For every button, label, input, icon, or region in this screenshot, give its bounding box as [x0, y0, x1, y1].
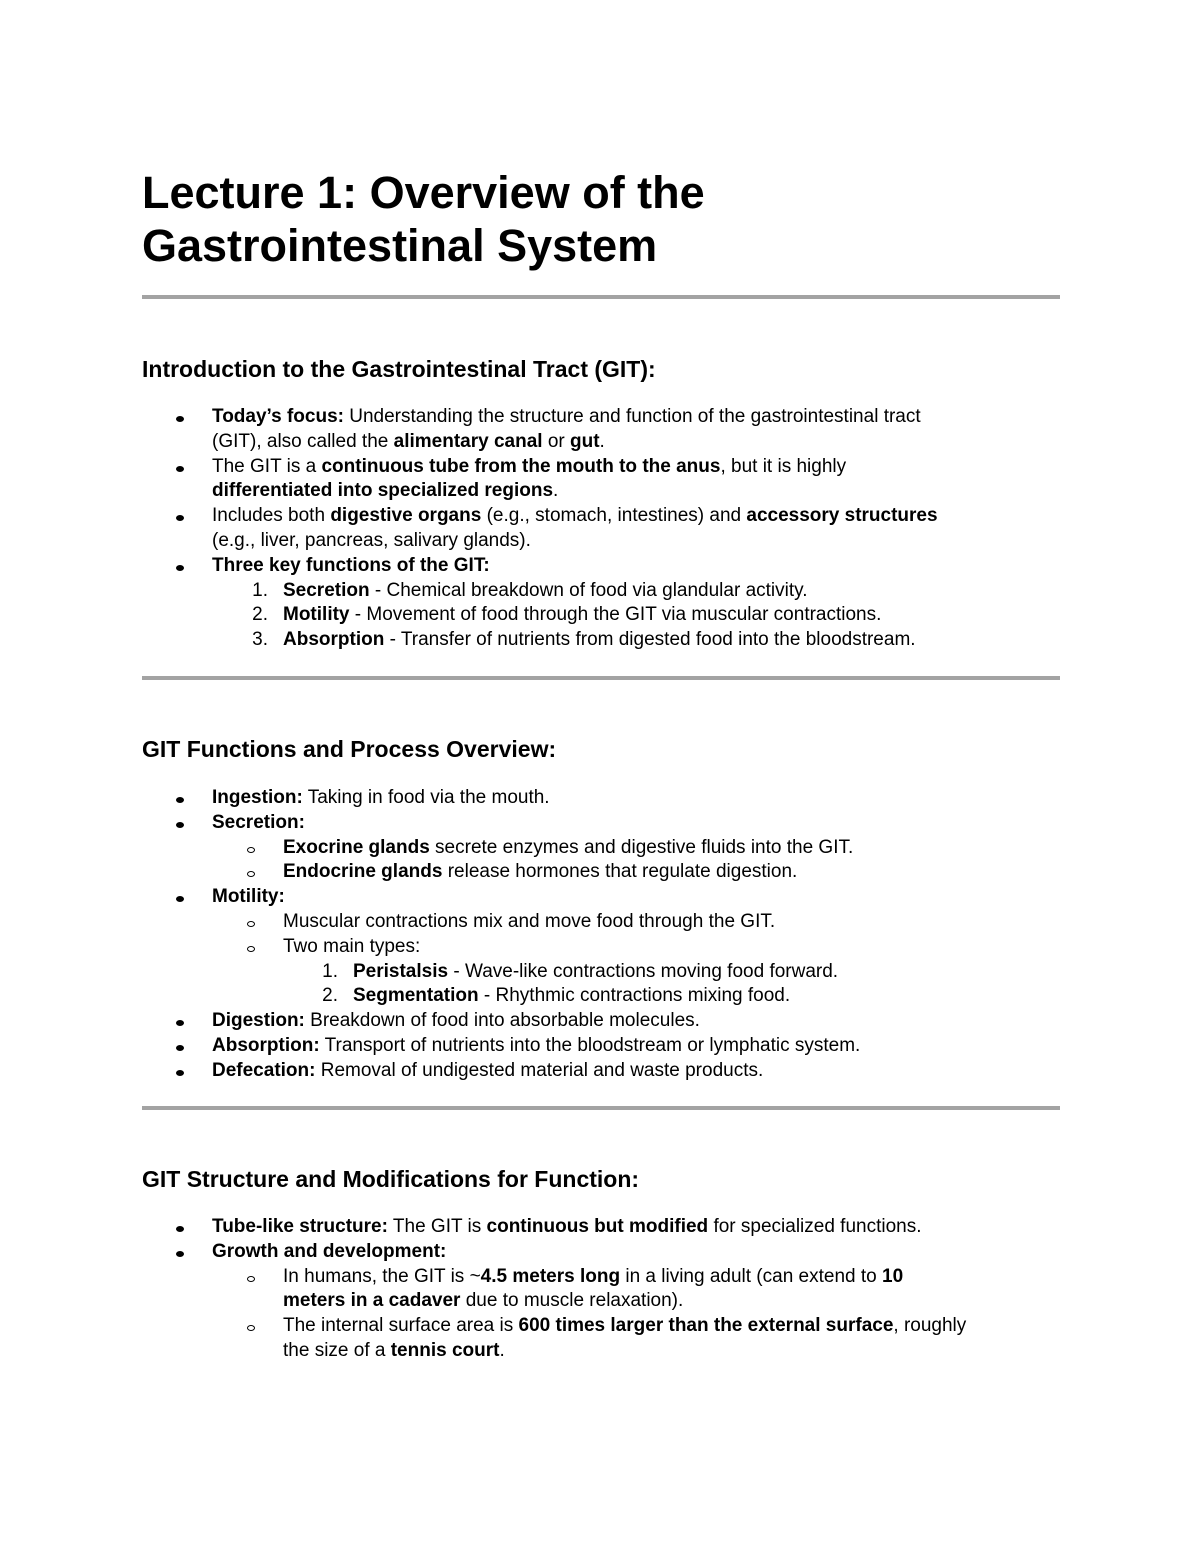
numbered-item: 3. Absorption - Transfer of nutrients from digested food into the bloodstream. — [142, 628, 1062, 653]
section-heading-structure: GIT Structure and Modifications for Function: — [142, 1166, 640, 1192]
bullet-icon — [176, 786, 184, 811]
list-number: 2. — [252, 604, 268, 626]
list-item: Secretion: — [142, 811, 1062, 836]
bullet-icon — [176, 1215, 184, 1240]
list-item: Motility: — [142, 885, 1062, 910]
structure-list — [142, 1215, 1062, 1364]
title-line-2: Gastrointestinal System — [142, 220, 658, 271]
list-item: Today’s focus: Understanding the structure and function of the gastrointestinal tract (GIT), also called the alimentary canal or gut. — [142, 405, 1062, 455]
title-line-1: Lecture 1: Overview of the — [142, 167, 705, 218]
introduction-list — [142, 405, 1062, 653]
bullet-icon — [176, 405, 184, 430]
list-item: Three key functions of the GIT: — [142, 554, 1062, 579]
numbered-item: 1. Secretion - Chemical breakdown of food via glandular activity. — [142, 579, 1062, 604]
hollow-bullet-icon — [247, 935, 255, 960]
sub-list-item: In humans, the GIT is ~4.5 meters long in a living adult (can extend to 10 meters in a cadaver due to muscle relaxation). — [142, 1265, 1062, 1315]
list-item: Ingestion: Taking in food via the mouth. — [142, 786, 1062, 811]
numbered-item: 1. Peristalsis - Wave-like contractions moving food forward. — [142, 960, 1062, 985]
list-item: Defecation: Removal of undigested material and waste products. — [142, 1059, 1062, 1084]
bullet-icon — [176, 1059, 184, 1084]
list-number: 3. — [252, 629, 268, 651]
section-heading-introduction: Introduction to the Gastrointestinal Tract (GIT): — [142, 356, 656, 382]
sub-list-item: Exocrine glands secrete enzymes and digestive fluids into the GIT. — [142, 836, 1062, 861]
bullet-icon — [176, 885, 184, 910]
bullet-icon — [176, 504, 184, 529]
sub-list-item: The internal surface area is 600 times larger than the external surface, roughly the size of a tennis court. — [142, 1314, 1062, 1364]
bullet-icon — [176, 1240, 184, 1265]
horizontal-rule — [142, 676, 1060, 680]
hollow-bullet-icon — [247, 1314, 255, 1339]
list-item: Growth and development: — [142, 1240, 1062, 1265]
hollow-bullet-icon — [247, 836, 255, 861]
hollow-bullet-icon — [247, 860, 255, 885]
numbered-item: 2. Segmentation - Rhythmic contractions mixing food. — [142, 984, 1062, 1009]
bullet-icon — [176, 554, 184, 579]
horizontal-rule — [142, 295, 1060, 299]
sub-list-item: Endocrine glands release hormones that regulate digestion. — [142, 860, 1062, 885]
sub-list-item: Muscular contractions mix and move food through the GIT. — [142, 910, 1062, 935]
list-item: Absorption: Transport of nutrients into the bloodstream or lymphatic system. — [142, 1034, 1062, 1059]
numbered-item: 2. Motility - Movement of food through the GIT via muscular contractions. — [142, 603, 1062, 628]
list-item: The GIT is a continuous tube from the mouth to the anus, but it is highly differentiated into specialized regions. — [142, 455, 1062, 505]
bullet-icon — [176, 455, 184, 480]
bullet-icon — [176, 1009, 184, 1034]
bullet-icon — [176, 1034, 184, 1059]
list-number: 1. — [322, 960, 338, 982]
list-item: Includes both digestive organs (e.g., stomach, intestines) and accessory structures (e.g., liver, pancreas, salivary glands). — [142, 504, 1062, 554]
functions-list — [142, 786, 1062, 1084]
list-number: 2. — [322, 985, 338, 1007]
list-item: Digestion: Breakdown of food into absorbable molecules. — [142, 1009, 1062, 1034]
section-heading-functions: GIT Functions and Process Overview: — [142, 736, 557, 762]
bullet-icon — [176, 811, 184, 836]
list-number: 1. — [252, 579, 268, 601]
hollow-bullet-icon — [247, 910, 255, 935]
hollow-bullet-icon — [247, 1265, 255, 1290]
sub-list-item: Two main types: — [142, 935, 1062, 960]
page-title — [142, 166, 705, 272]
list-item: Tube-like structure: The GIT is continuous but modified for specialized functions. — [142, 1215, 1062, 1240]
horizontal-rule — [142, 1106, 1060, 1110]
